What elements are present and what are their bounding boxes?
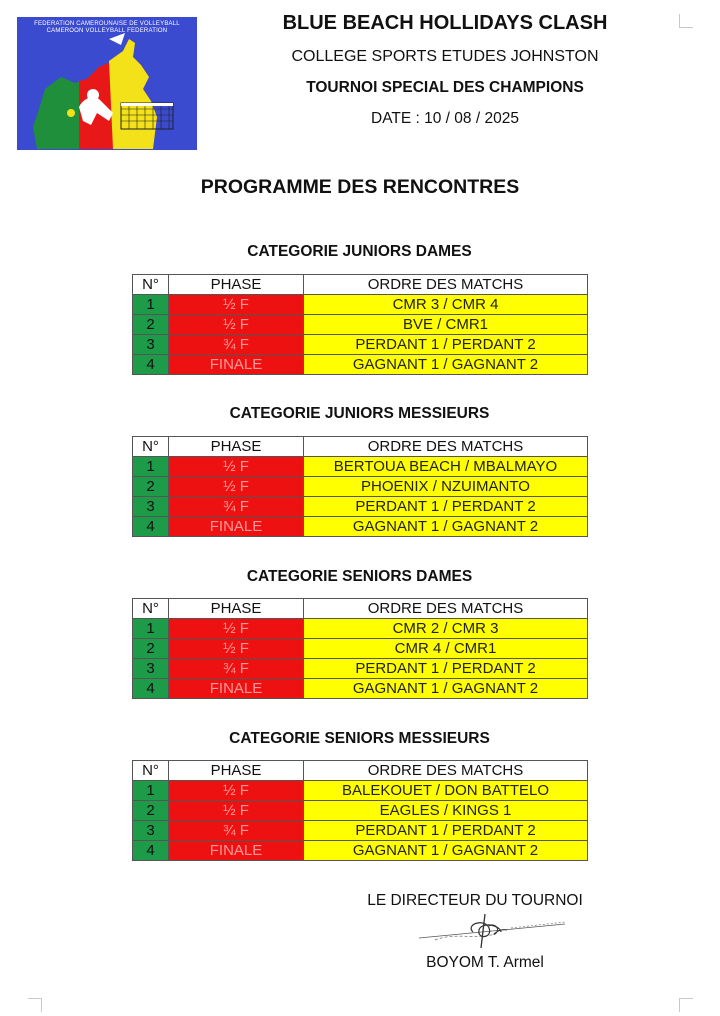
match-phase: ¾ F: [169, 497, 304, 517]
match-phase: ½ F: [169, 295, 304, 315]
match-pairing: GAGNANT 1 / GAGNANT 2: [304, 679, 588, 699]
category-title: CATEGORIE SENIORS DAMES: [246, 568, 473, 585]
table-row: [133, 639, 588, 659]
match-pairing: CMR 2 / CMR 3: [304, 619, 588, 639]
tournament-date: DATE : 10 / 08 / 2025: [371, 110, 519, 127]
organizer-name: COLLEGE SPORTS ETUDES JOHNSTON: [291, 48, 599, 65]
match-number: 3: [133, 335, 169, 355]
match-number: 4: [133, 679, 169, 699]
tournament-title: BLUE BEACH HOLLIDAYS CLASH: [282, 12, 608, 34]
match-phase: ½ F: [169, 477, 304, 497]
director-label: LE DIRECTEUR DU TOURNOI: [367, 892, 583, 909]
match-number: 3: [133, 821, 169, 841]
match-pairing: PERDANT 1 / PERDANT 2: [304, 335, 588, 355]
match-pairing: BERTOUA BEACH / MBALMAYO: [304, 457, 588, 477]
match-phase: FINALE: [169, 355, 304, 375]
table-row: [133, 679, 588, 699]
signature-icon: [415, 910, 575, 950]
column-header-phase: PHASE: [169, 761, 304, 781]
table-row: [133, 497, 588, 517]
match-number: 2: [133, 801, 169, 821]
table-row: [133, 619, 588, 639]
category-title: CATEGORIE SENIORS MESSIEURS: [229, 730, 490, 747]
page-corner-mark: [679, 14, 693, 28]
match-pairing: PHOENIX / NZUIMANTO: [304, 477, 588, 497]
logo-top-text: FEDERATION CAMEROUNAISE DE VOLLEYBALL: [34, 21, 180, 27]
match-number: 4: [133, 517, 169, 537]
column-header-number: N°: [133, 437, 169, 457]
match-number: 1: [133, 295, 169, 315]
match-pairing: CMR 4 / CMR1: [304, 639, 588, 659]
schedule-table: [132, 760, 588, 861]
logo-bottom-text: CAMEROON VOLLEYBALL FEDERATION: [46, 28, 168, 34]
match-pairing: PERDANT 1 / PERDANT 2: [304, 497, 588, 517]
match-phase: FINALE: [169, 517, 304, 537]
match-pairing: GAGNANT 1 / GAGNANT 2: [304, 355, 588, 375]
table-row: [133, 295, 588, 315]
table-row: [133, 477, 588, 497]
column-header-phase: PHASE: [169, 599, 304, 619]
schedule-table: [132, 598, 588, 699]
column-header-matches: ORDRE DES MATCHS: [304, 437, 588, 457]
match-number: 3: [133, 659, 169, 679]
match-phase: ½ F: [169, 315, 304, 335]
table-row: [133, 355, 588, 375]
match-pairing: PERDANT 1 / PERDANT 2: [304, 821, 588, 841]
column-header-matches: ORDRE DES MATCHS: [304, 599, 588, 619]
table-row: [133, 659, 588, 679]
match-number: 1: [133, 781, 169, 801]
match-phase: ¾ F: [169, 821, 304, 841]
match-pairing: EAGLES / KINGS 1: [304, 801, 588, 821]
column-header-number: N°: [133, 599, 169, 619]
category-title: CATEGORIE JUNIORS MESSIEURS: [229, 405, 490, 422]
match-pairing: GAGNANT 1 / GAGNANT 2: [304, 517, 588, 537]
table-row: [133, 781, 588, 801]
match-phase: FINALE: [169, 841, 304, 861]
table-header-row: [133, 437, 588, 457]
category-title: CATEGORIE JUNIORS DAMES: [247, 243, 472, 260]
match-pairing: BALEKOUET / DON BATTELO: [304, 781, 588, 801]
match-phase: ½ F: [169, 639, 304, 659]
table-row: [133, 801, 588, 821]
match-pairing: GAGNANT 1 / GAGNANT 2: [304, 841, 588, 861]
table-row: [133, 335, 588, 355]
match-number: 3: [133, 497, 169, 517]
table-header-row: [133, 275, 588, 295]
table-row: [133, 457, 588, 477]
page-corner-mark: [28, 998, 42, 1012]
program-title: PROGRAMME DES RENCONTRES: [200, 176, 520, 198]
match-number: 1: [133, 457, 169, 477]
match-phase: FINALE: [169, 679, 304, 699]
match-phase: ¾ F: [169, 335, 304, 355]
match-number: 2: [133, 639, 169, 659]
match-number: 4: [133, 355, 169, 375]
match-pairing: CMR 3 / CMR 4: [304, 295, 588, 315]
match-number: 1: [133, 619, 169, 639]
director-name: BOYOM T. Armel: [426, 954, 544, 971]
column-header-matches: ORDRE DES MATCHS: [304, 275, 588, 295]
column-header-number: N°: [133, 761, 169, 781]
tournament-subtitle: TOURNOI SPECIAL DES CHAMPIONS: [306, 79, 584, 96]
logo-caption: [17, 21, 197, 35]
table-row: [133, 517, 588, 537]
match-phase: ½ F: [169, 801, 304, 821]
table-row: [133, 841, 588, 861]
match-number: 2: [133, 477, 169, 497]
match-pairing: BVE / CMR1: [304, 315, 588, 335]
cameroon-map-logo-icon: [17, 17, 197, 150]
column-header-phase: PHASE: [169, 437, 304, 457]
match-pairing: PERDANT 1 / PERDANT 2: [304, 659, 588, 679]
column-header-number: N°: [133, 275, 169, 295]
column-header-phase: PHASE: [169, 275, 304, 295]
table-row: [133, 315, 588, 335]
page-corner-mark: [679, 998, 693, 1012]
match-number: 2: [133, 315, 169, 335]
federation-logo: [17, 17, 197, 150]
match-phase: ½ F: [169, 781, 304, 801]
match-phase: ¾ F: [169, 659, 304, 679]
table-header-row: [133, 599, 588, 619]
column-header-matches: ORDRE DES MATCHS: [304, 761, 588, 781]
match-phase: ½ F: [169, 619, 304, 639]
match-number: 4: [133, 841, 169, 861]
table-row: [133, 821, 588, 841]
schedule-table: [132, 436, 588, 537]
schedule-table: [132, 274, 588, 375]
table-header-row: [133, 761, 588, 781]
match-phase: ½ F: [169, 457, 304, 477]
